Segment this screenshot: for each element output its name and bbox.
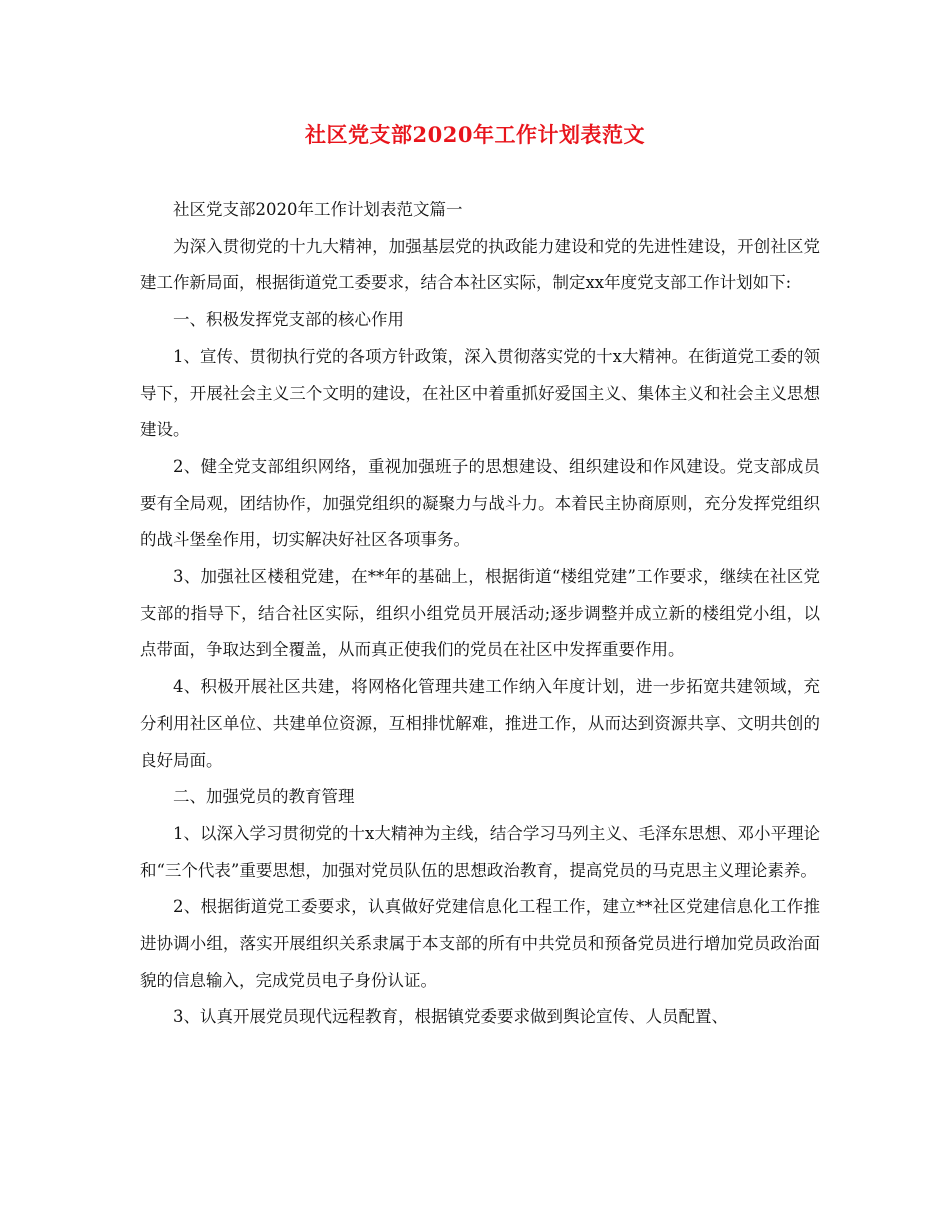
section-heading-1: 一、积极发挥党支部的核心作用 bbox=[173, 310, 404, 330]
paragraph-1-2: 2、健全党支部组织网络，重视加强班子的思想建设、组织建设和作风建设。党支部成员要有全局观，团结协作，加强党组织的凝聚力与战斗力。本着民主协商原则，充分发挥党组织的战斗堡垒作用，切实解决好社区各项事务。 bbox=[140, 456, 820, 550]
paragraph-2-2: 2、根据街道党工委要求，认真做好党建信息化工程工作，建立**社区党建信息化工作推进协调小组，落实开展组织关系隶属于本支部的所有中共党员和预备党员进行增加党员政治面貌的信息输入，完成党员电子身份认证。 bbox=[140, 897, 820, 990]
paragraph-subtitle: 社区党支部2020年工作计划表范文篇一 bbox=[173, 200, 463, 219]
paragraph-2-1: 1、以深入学习贯彻党的十x大精神为主线，结合学习马列主义、毛泽东思想、邓小平理论和“三个代表”重要思想，加强对党员队伍的思想政治教育，提高党员的马克思主义理论素养。 bbox=[140, 823, 820, 880]
document-title: 社区党支部2020年工作计划表范文 bbox=[305, 122, 645, 147]
paragraph-1-4: 4、积极开展社区共建，将网格化管理共建工作纳入年度计划，进一步拓宽共建领域，充分利用社区单位、共建单位资源，互相排忧解难，推进工作，从而达到资源共享、文明共创的良好局面。 bbox=[140, 677, 820, 770]
paragraph-1-3: 3、加强社区楼租党建，在**年的基础上，根据街道“楼组党建”工作要求，继续在社区党支部的指导下，结合社区实际，组织小组党员开展活动;逐步调整并成立新的楼组党小组，以点带面，争取达到全覆盖，从而真正使我们的党员在社区中发挥重要作用。 bbox=[140, 567, 820, 660]
paragraph-1-1: 1、宣传、贯彻执行党的各项方针政策，深入贯彻落实党的十x大精神。在街道党工委的领导下，开展社会主义三个文明的建设，在社区中着重抓好爱国主义、集体主义和社会主义思想建设。 bbox=[140, 346, 820, 440]
section-heading-2: 二、加强党员的教育管理 bbox=[173, 787, 355, 807]
paragraph-2-3: 3、认真开展党员现代远程教育，根据镇党委要求做到舆论宣传、人员配置、 bbox=[173, 1007, 728, 1027]
document-body bbox=[140, 192, 820, 1036]
paragraph-intro: 为深入贯彻党的十九大精神，加强基层党的执政能力建设和党的先进性建设，开创社区党建工作新局面，根据街道党工委要求，结合本社区实际，制定xx年度党支部工作计划如下: bbox=[140, 236, 820, 293]
